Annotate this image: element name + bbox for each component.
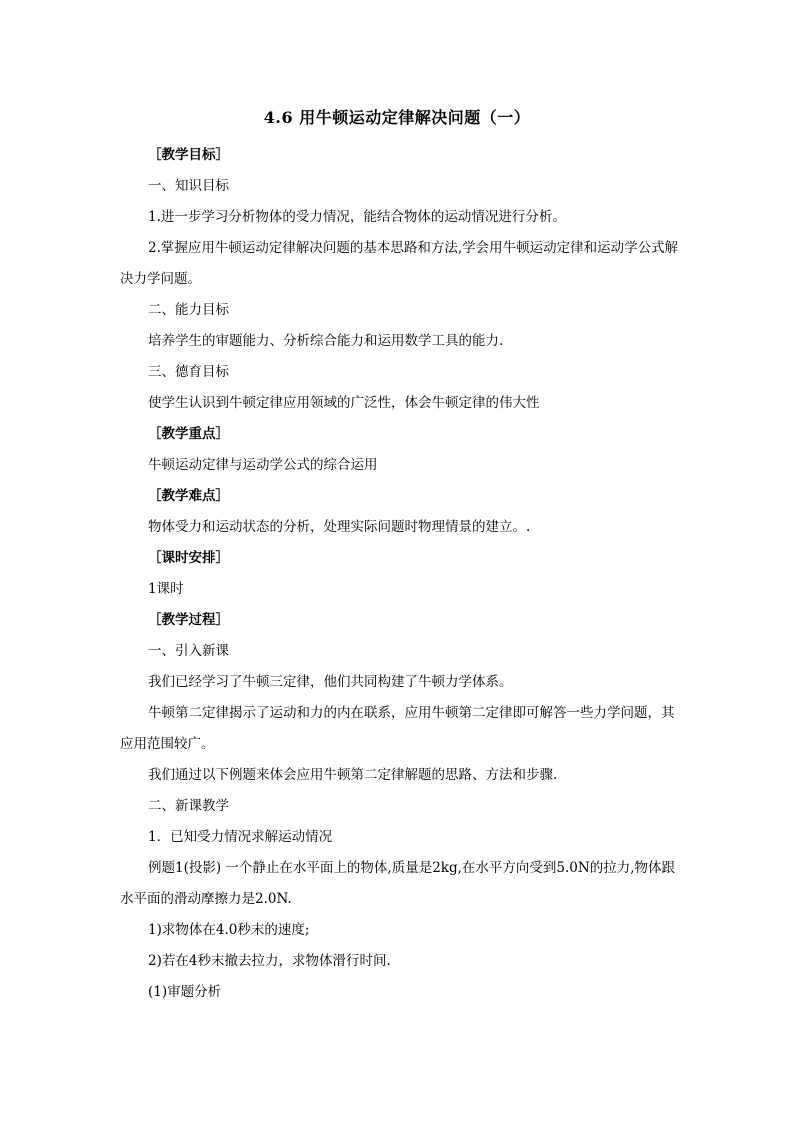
paragraph: 牛顿第二定律揭示了运动和力的内在联系，应用牛顿第二定律即可解答一些力学问题，其应用范围较广。: [120, 705, 675, 752]
document-body: [120, 140, 682, 1008]
paragraph: 2)若在4秒末撤去拉力，求物体滑行时间.: [148, 953, 391, 969]
paragraph: 1课时: [148, 581, 184, 597]
paragraph: 我们已经学习了牛顿三定律，他们共同构建了牛顿力学体系。: [148, 674, 513, 690]
paragraph: 2.掌握应用牛顿运动定律解决问题的基本思路和方法,学会用牛顿运动定律和运动学公式解决力学问题。: [120, 240, 679, 287]
paragraph: 1．已知受力情况求解运动情况: [148, 829, 333, 845]
section-heading: ［课时安排］: [148, 550, 229, 566]
paragraph: (1)审题分析: [148, 984, 222, 1000]
paragraph: 使学生认识到牛顿定律应用领域的广泛性，体会牛顿定律的伟大性: [148, 395, 540, 411]
paragraph: 牛顿运动定律与运动学公式的综合运用: [148, 457, 378, 473]
page-title: 4.6 用牛顿运动定律解决问题（一）: [263, 108, 531, 127]
paragraph: 我们通过以下例题来体会应用牛顿第二定律解题的思路、方法和步骤.: [148, 767, 558, 783]
section-heading: ［教学难点］: [148, 488, 229, 504]
paragraph: 培养学生的审题能力、分析综合能力和运用数学工具的能力.: [148, 333, 504, 349]
paragraph: 三、德育目标: [148, 364, 229, 380]
paragraph: 例题1(投影) 一个静止在水平面上的物体,质量是2kg,在水平方向受到5.0N的拉力,物体跟水平面的滑动摩擦力是2.0N.: [120, 860, 675, 907]
paragraph: 二、能力目标: [148, 302, 229, 318]
paragraph: 一、知识目标: [148, 178, 229, 194]
section-heading: ［教学过程］: [148, 612, 229, 628]
section-heading: ［教学目标］: [148, 147, 229, 163]
paragraph: 二、新课教学: [148, 798, 229, 814]
paragraph: 1.进一步学习分析物体的受力情况，能结合物体的运动情况进行分析。: [148, 209, 566, 225]
paragraph: 1)求物体在4.0秒末的速度;: [148, 922, 310, 938]
paragraph: 物体受力和运动状态的分析，处理实际问题时物理情景的建立。.: [148, 519, 531, 535]
section-heading: ［教学重点］: [148, 426, 229, 442]
paragraph: 一、引入新课: [148, 643, 229, 659]
